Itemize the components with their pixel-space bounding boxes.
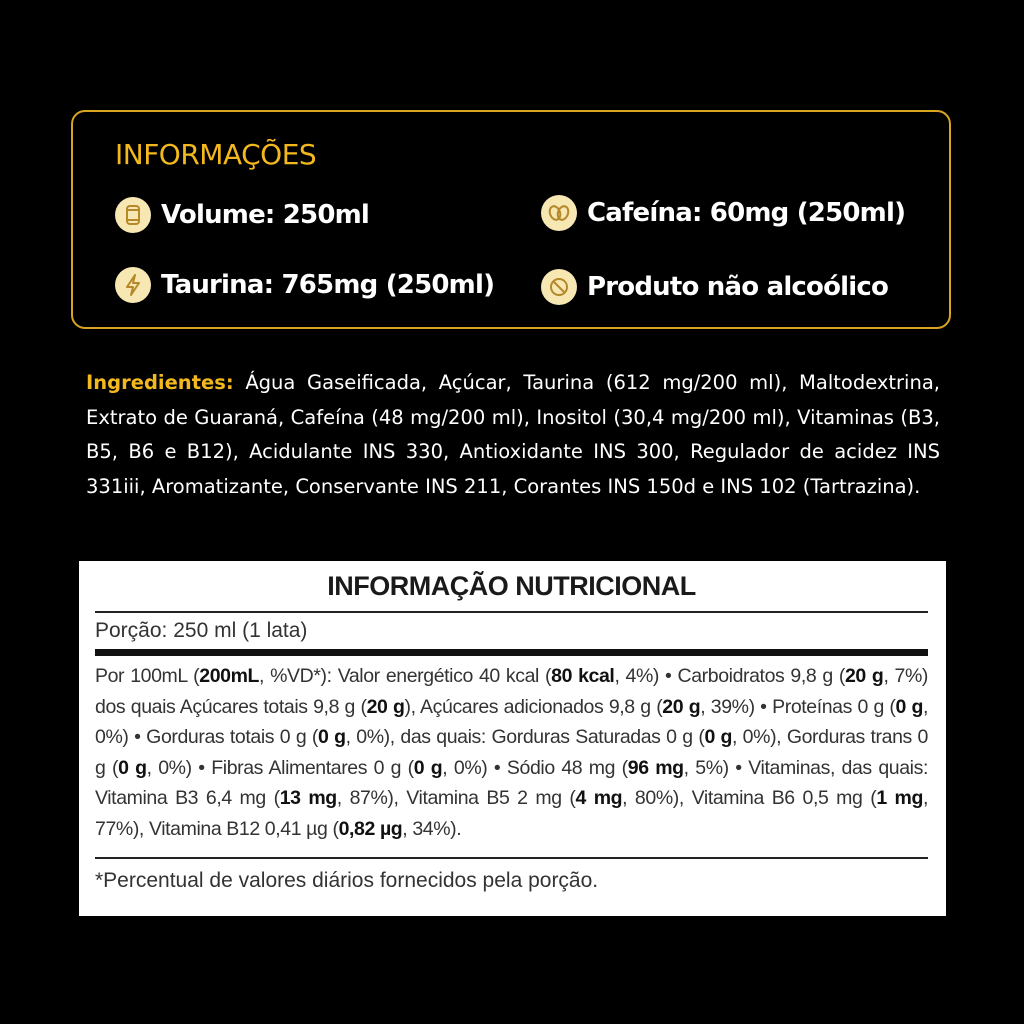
nutrition-text-segment: , 0%) • Sódio 48 mg ( — [442, 756, 628, 779]
nutrition-value-bold: 0 g — [704, 726, 733, 748]
ingredients-label: Ingredientes: — [86, 371, 234, 394]
info-box — [71, 110, 951, 329]
nutrition-text-segment: , 34%). — [402, 817, 462, 840]
nutrition-text-segment: , 77%), Vitamina B12 0,41 µg ( — [95, 787, 928, 840]
nutrition-text-segment: , 0%), das quais: Gorduras Saturadas 0 g ( — [345, 726, 705, 748]
nutrition-value-bold: 200mL — [199, 665, 260, 687]
nutrition-footnote: *Percentual de valores diários fornecidos pela porção. — [95, 869, 599, 892]
nutrition-text-segment: Por 100mL ( — [95, 665, 200, 687]
nutrition-text-segment: , 0%) • Gorduras totais 0 g ( — [95, 695, 928, 748]
info-item-cafeina — [541, 195, 905, 231]
nutrition-value-bold: 4 mg — [575, 787, 623, 809]
nutrition-value-bold: 96 mg — [627, 756, 684, 779]
nutrition-text-segment: , 0%), Gorduras trans 0 g ( — [95, 726, 928, 779]
nutrition-text-segment: , 4%) • Carboidratos 9,8 g ( — [614, 665, 845, 687]
info-alcool-text: Produto não alcoólico — [587, 272, 889, 302]
info-item-alcool — [541, 269, 888, 305]
nutrition-text-segment: , 7%) dos quais Açúcares totais 9,8 g ( — [95, 665, 929, 718]
can-icon — [115, 197, 151, 233]
nutrition-table — [79, 561, 946, 916]
nutrition-value-bold: 0 g — [318, 726, 346, 748]
nutrition-value-bold: 0,82 µg — [338, 817, 403, 840]
nutrition-text-segment: , 80%), Vitamina B6 0,5 mg ( — [622, 787, 877, 809]
nutrition-values — [95, 656, 928, 859]
info-item-taurina — [115, 267, 494, 303]
nutrition-value-bold: 1 mg — [876, 787, 923, 809]
info-taurina-text: Taurina: 765mg (250ml) — [161, 270, 495, 300]
info-volume-text: Volume: 250ml — [161, 200, 370, 230]
nutrition-value-bold: 0 g — [413, 756, 443, 779]
nutrition-text-segment: , 87%), Vitamina B5 2 mg ( — [336, 787, 576, 809]
info-title: INFORMAÇÕES — [115, 138, 317, 171]
nutrition-value-bold: 20 g — [844, 665, 884, 687]
nutrition-value-bold: 13 mg — [279, 787, 337, 809]
nutrition-text-segment: , 39%) • Proteínas 0 g ( — [700, 695, 896, 718]
nutrition-portion: Porção: 250 ml (1 lata) — [95, 613, 928, 656]
nutrition-text-segment: ), Açúcares adicionados 9,8 g ( — [404, 695, 663, 718]
nutrition-value-bold: 20 g — [366, 695, 405, 718]
nutrition-value-bold: 0 g — [118, 756, 147, 779]
nutrition-value-bold: 20 g — [662, 695, 701, 718]
nutrition-value-bold: 80 kcal — [551, 665, 615, 687]
info-item-volume — [115, 197, 369, 233]
no-alcohol-icon — [541, 269, 577, 305]
ingredients-paragraph — [86, 366, 940, 504]
nutrition-title: INFORMAÇÃO NUTRICIONAL — [95, 561, 928, 613]
info-cafeina-text: Cafeína: 60mg (250ml) — [587, 198, 906, 228]
ingredients-text: Água Gaseificada, Açúcar, Taurina (612 mg/200 ml), Maltodextrina, Extrato de Guaraná, Cafeína (48 mg/200 ml), Inositol (30,4 mg/200 ml), Vitaminas (B3, B5, B6 e B12), Acidulante INS 330, Antioxidante INS 300, Regulador de acidez INS 331iii, Aromatizante, Conservante INS 211, Corantes INS 150d e INS 102 (Tartrazina). — [86, 371, 940, 498]
nutrition-value-bold: 0 g — [895, 695, 923, 718]
coffee-bean-icon — [541, 195, 577, 231]
nutrition-text-segment: , 0%) • Fibras Alimentares 0 g ( — [146, 756, 414, 779]
nutrition-text-segment: , %VD*): Valor energético 40 kcal ( — [259, 665, 552, 687]
nutrition-text-segment: , 5%) • Vitaminas, das quais: Vitamina B3 6,4 mg ( — [95, 756, 928, 809]
lightning-icon — [115, 267, 151, 303]
